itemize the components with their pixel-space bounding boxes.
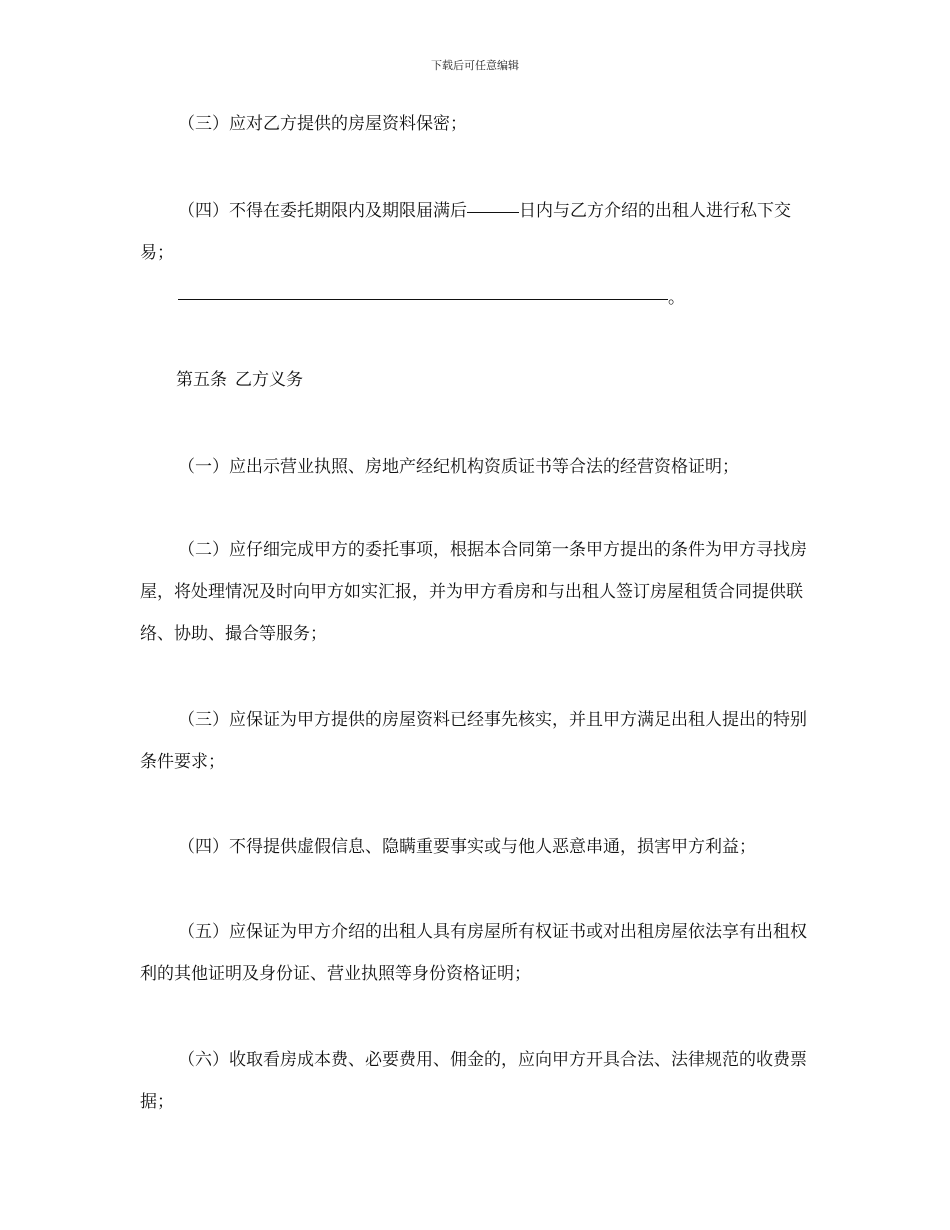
custom-obligation-blank-field[interactable] [178,298,668,300]
party-b-obligation-2: （二）应仔细完成甲方的委托事项，根据本合同第一条甲方提出的条件为甲方寻找房屋，将处理情况及时向甲方如实汇报，并为甲方看房和与出租人签订房屋租赁合同提供联络、协助、撮合等服务； [140,540,807,644]
party-b-obligation-4: （四）不得提供虚假信息、隐瞒重要事实或与他人恶意串通，损害甲方利益； [178,837,756,857]
party-b-obligation-5: （五）应保证为甲方介绍的出租人具有房屋所有权证书或对出租房屋依法享有出租权利的其他证明及身份证、营业执照等身份资格证明； [140,922,807,984]
article-5-heading [176,359,303,401]
obligation-5-period: 。 [668,288,685,308]
party-a-obligation-4 [140,190,812,274]
article-5-number: 第五条 [176,370,227,390]
party-b-obligation-3: （三）应保证为甲方提供的房屋资料已经事先核实，并且甲方满足出租人提出的特别条件要求； [140,710,807,772]
party-b-obligation-1: （一）应出示营业执照、房地产经纪机构资质证书等合法的经营资格证明； [178,457,739,477]
party-a-obligation-5-blank [140,277,812,319]
page-header: 下载后可任意编辑 [431,59,519,72]
article-5-title: 乙方义务 [235,370,303,390]
party-a-obligation-3: （三）应对乙方提供的房屋资料保密； [178,114,467,134]
days-blank-field[interactable] [467,211,519,213]
obligation-4-text-before: （四）不得在委托期限内及期限届满后 [178,201,467,221]
party-b-obligation-6: （六）收取看房成本费、必要费用、佣金的，应向甲方开具合法、法律规范的收费票据； [140,1050,807,1112]
obligation-4-text-after: 日内与乙方介绍的出租人进行私下交易； [140,201,791,263]
